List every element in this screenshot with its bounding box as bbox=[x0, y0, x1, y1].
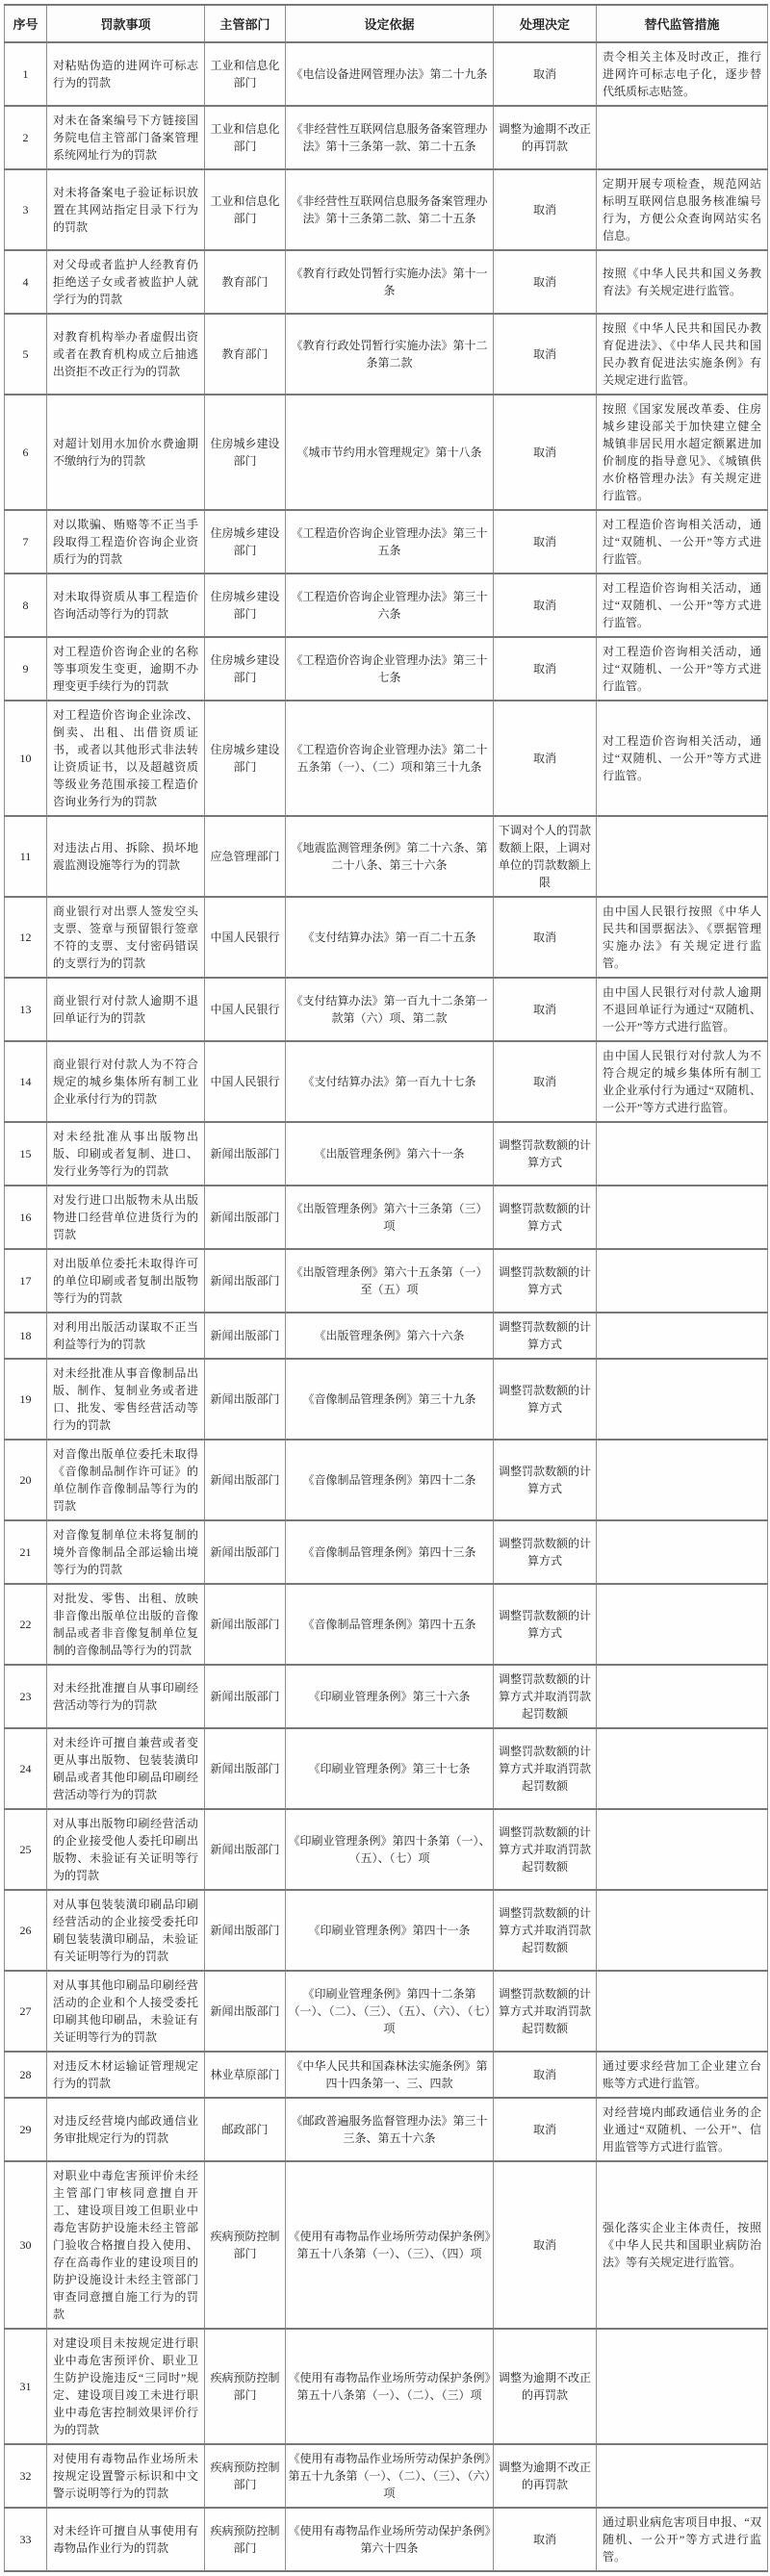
table-row bbox=[5, 42, 768, 106]
row-number-cell: 6 bbox=[5, 395, 47, 510]
basis-cell: 《音像制品管理条例》第三十九条 bbox=[286, 1359, 494, 1440]
table-row bbox=[5, 2052, 768, 2098]
fine-item-cell: 对使用有毒物品作业场所未按规定设置警示标识和中文警示说明等行为的罚款 bbox=[47, 2444, 205, 2508]
col-header-basis: 设定依据 bbox=[286, 5, 494, 42]
department-cell: 林业草原部门 bbox=[205, 2052, 286, 2098]
fine-item-cell: 对教育机构举办者虚假出资或者在教育机构成立后抽逃出资拒不改正行为的罚款 bbox=[47, 314, 205, 395]
table-row bbox=[5, 1122, 768, 1186]
measure-cell bbox=[597, 1665, 768, 1728]
table-row bbox=[5, 1584, 768, 1665]
department-cell: 教育部门 bbox=[205, 250, 286, 314]
table-row bbox=[5, 978, 768, 1041]
department-cell: 工业和信息化部门 bbox=[205, 106, 286, 169]
basis-cell: 《支付结算办法》第一百九十二条第一款第（六）项、第二款 bbox=[286, 978, 494, 1041]
table-row bbox=[5, 1186, 768, 1249]
row-number-cell: 12 bbox=[5, 897, 47, 978]
basis-cell: 《工程造价咨询企业管理办法》第二十五条第（一）、（二）项和第三十九条 bbox=[286, 701, 494, 816]
measure-cell bbox=[597, 1249, 768, 1313]
basis-cell: 《邮政普遍服务监督管理办法》第三十三条、第五十六条 bbox=[286, 2098, 494, 2161]
measure-cell: 通过职业病危害项目申报、“双随机、一公开”等方式进行监管。 bbox=[597, 2508, 768, 2571]
fine-item-cell: 商业银行对付款人为不符合规定的城乡集体所有制工业企业承付行为的罚款 bbox=[47, 1041, 205, 1122]
fine-item-cell: 对未经批准从事音像制品出版、制作、复制业务或者进口、批发、零售经营活动等行为的罚款 bbox=[47, 1359, 205, 1440]
basis-cell: 《工程造价咨询企业管理办法》第三十五条 bbox=[286, 510, 494, 574]
decision-cell: 取消 bbox=[494, 2052, 597, 2098]
measure-cell: 由中国人民银行对付款人为不符合规定的城乡集体所有制工业企业承付行为通过“双随机、一公开”等方式进行监管。 bbox=[597, 1041, 768, 1122]
fine-item-cell: 对以欺骗、贿赂等不正当手段取得工程造价咨询企业资质行为的罚款 bbox=[47, 510, 205, 574]
decision-cell: 调整罚款数额的计算方式并取消罚款起罚数额 bbox=[494, 1890, 597, 1971]
row-number-cell: 11 bbox=[5, 816, 47, 897]
measure-cell bbox=[597, 2329, 768, 2444]
basis-cell: 《使用有毒物品作业场所劳动保护条例》第五十九条第（一）、（二）、（三）、（六）项 bbox=[286, 2444, 494, 2508]
department-cell: 住房城乡建设部门 bbox=[205, 637, 286, 701]
department-cell: 疾病预防控制部门 bbox=[205, 2508, 286, 2571]
col-header-dept: 主管部门 bbox=[205, 5, 286, 42]
decision-cell: 取消 bbox=[494, 2508, 597, 2571]
decision-cell: 调整罚款数额的计算方式 bbox=[494, 1186, 597, 1249]
department-cell: 疾病预防控制部门 bbox=[205, 2444, 286, 2508]
department-cell: 新闻出版部门 bbox=[205, 1890, 286, 1971]
basis-cell: 《出版管理条例》第六十一条 bbox=[286, 1122, 494, 1186]
fine-item-cell: 对违法占用、拆除、损坏地震监测设施等行为的罚款 bbox=[47, 816, 205, 897]
measure-cell: 对经营境内邮政通信业务的企业通过“双随机、一公开”、信用监管等方式进行监管。 bbox=[597, 2098, 768, 2161]
basis-cell: 《音像制品管理条例》第四十二条 bbox=[286, 1440, 494, 1520]
decision-cell: 调整罚款数额的计算方式 bbox=[494, 1584, 597, 1665]
measure-cell: 由中国人民银行对付款人逾期不退回单证行为通过“双随机、一公开”等方式进行监管。 bbox=[597, 978, 768, 1041]
row-number-cell: 24 bbox=[5, 1728, 47, 1809]
decision-cell: 取消 bbox=[494, 897, 597, 978]
decision-cell: 取消 bbox=[494, 42, 597, 106]
basis-cell: 《非经营性互联网信息服务备案管理办法》第十三条第一款、第二十五条 bbox=[286, 106, 494, 169]
row-number-cell: 17 bbox=[5, 1249, 47, 1313]
department-cell: 新闻出版部门 bbox=[205, 1584, 286, 1665]
basis-cell: 《印刷业管理条例》第四十二条第（一）、（二）、（三）、（五）、（六）、（七）项 bbox=[286, 1971, 494, 2052]
decision-cell: 调整罚款数额的计算方式 bbox=[494, 1520, 597, 1584]
department-cell: 新闻出版部门 bbox=[205, 1186, 286, 1249]
fine-item-cell: 对未经许可擅自从事使用有毒物品作业行为的罚款 bbox=[47, 2508, 205, 2571]
row-number-cell: 7 bbox=[5, 510, 47, 574]
table-row bbox=[5, 2329, 768, 2444]
table-row bbox=[5, 250, 768, 314]
basis-cell: 《城市节约用水管理规定》第十八条 bbox=[286, 395, 494, 510]
basis-cell: 《音像制品管理条例》第四十五条 bbox=[286, 1584, 494, 1665]
row-number-cell: 16 bbox=[5, 1186, 47, 1249]
row-number-cell: 8 bbox=[5, 574, 47, 637]
department-cell: 新闻出版部门 bbox=[205, 1665, 286, 1728]
basis-cell: 《使用有毒物品作业场所劳动保护条例》第六十四条 bbox=[286, 2508, 494, 2571]
basis-cell: 《支付结算办法》第一百九十七条 bbox=[286, 1041, 494, 1122]
decision-cell: 取消 bbox=[494, 395, 597, 510]
department-cell: 新闻出版部门 bbox=[205, 1313, 286, 1359]
basis-cell: 《印刷业管理条例》第三十六条 bbox=[286, 1665, 494, 1728]
table-row bbox=[5, 701, 768, 816]
department-cell: 中国人民银行 bbox=[205, 1041, 286, 1122]
department-cell: 新闻出版部门 bbox=[205, 1249, 286, 1313]
decision-cell: 调整为逾期不改正的再罚款 bbox=[494, 106, 597, 169]
basis-cell: 《电信设备进网管理办法》第二十九条 bbox=[286, 42, 494, 106]
basis-cell: 《音像制品管理条例》第四十三条 bbox=[286, 1520, 494, 1584]
basis-cell: 《中华人民共和国森林法实施条例》第四十四条第一、三、四款 bbox=[286, 2052, 494, 2098]
decision-cell: 取消 bbox=[494, 978, 597, 1041]
fine-item-cell: 对工程造价咨询企业的名称等事项发生变更，逾期不办理变更手续行为的罚款 bbox=[47, 637, 205, 701]
row-number-cell: 3 bbox=[5, 169, 47, 250]
fine-item-cell: 商业银行对付款人逾期不退回单证行为的罚款 bbox=[47, 978, 205, 1041]
table-body bbox=[5, 42, 768, 2571]
measure-cell bbox=[597, 1122, 768, 1186]
basis-cell: 《使用有毒物品作业场所劳动保护条例》第五十八条第（一）、（三）、（四）项 bbox=[286, 2161, 494, 2329]
basis-cell: 《出版管理条例》第六十六条 bbox=[286, 1313, 494, 1359]
department-cell: 新闻出版部门 bbox=[205, 1520, 286, 1584]
fine-item-cell: 对未经许可擅自兼营或者变更从事出版物、包装装潢印刷品或者其他印刷品印刷经营活动等行为的罚款 bbox=[47, 1728, 205, 1809]
decision-cell: 取消 bbox=[494, 169, 597, 250]
fine-item-cell: 对违反木材运输证管理规定行为的罚款 bbox=[47, 2052, 205, 2098]
basis-cell: 《地震监测管理条例》第二十六条、第二十八条、第三十六条 bbox=[286, 816, 494, 897]
department-cell: 新闻出版部门 bbox=[205, 1728, 286, 1809]
table-row bbox=[5, 1728, 768, 1809]
table-row bbox=[5, 816, 768, 897]
decision-cell: 调整罚款数额的计算方式 bbox=[494, 1359, 597, 1440]
fine-item-cell: 对粘贴伪造的进网许可标志行为的罚款 bbox=[47, 42, 205, 106]
measure-cell: 按照《中华人民共和国义务教育法》有关规定进行监管。 bbox=[597, 250, 768, 314]
row-number-cell: 27 bbox=[5, 1971, 47, 2052]
measure-cell bbox=[597, 106, 768, 169]
row-number-cell: 20 bbox=[5, 1440, 47, 1520]
basis-cell: 《印刷业管理条例》第四十条第（一）、（五）、（七）项 bbox=[286, 1809, 494, 1890]
measure-cell bbox=[597, 1359, 768, 1440]
measure-cell: 对工程造价咨询相关活动，通过“双随机、一公开”等方式进行监管。 bbox=[597, 510, 768, 574]
row-number-cell: 29 bbox=[5, 2098, 47, 2161]
measure-cell bbox=[597, 1890, 768, 1971]
decision-cell: 取消 bbox=[494, 1041, 597, 1122]
measure-cell bbox=[597, 1520, 768, 1584]
table-row bbox=[5, 2508, 768, 2571]
fine-item-cell: 对批发、零售、出租、放映非音像出版单位出版的音像制品或者非音像复制单位复制的音像制品等行为的罚款 bbox=[47, 1584, 205, 1665]
row-number-cell: 13 bbox=[5, 978, 47, 1041]
decision-cell: 取消 bbox=[494, 2161, 597, 2329]
decision-cell: 调整罚款数额的计算方式并取消罚款起罚数额 bbox=[494, 1728, 597, 1809]
basis-cell: 《出版管理条例》第六十三条第（三）项 bbox=[286, 1186, 494, 1249]
department-cell: 住房城乡建设部门 bbox=[205, 574, 286, 637]
fine-item-cell: 对超计划用水加价水费逾期不缴纳行为的罚款 bbox=[47, 395, 205, 510]
fine-item-cell: 对音像复制单位未将复制的境外音像制品全部运输出境等行为的罚款 bbox=[47, 1520, 205, 1584]
table-row bbox=[5, 1249, 768, 1313]
fine-item-cell: 对建设项目未按规定进行职业中毒危害预评价、职业卫生防护设施违反“三同时”规定、建设项目竣工未进行职业中毒危害控制效果评价行为的罚款 bbox=[47, 2329, 205, 2444]
table-row bbox=[5, 1809, 768, 1890]
measure-cell bbox=[597, 1186, 768, 1249]
col-header-measure: 替代监管措施 bbox=[597, 5, 768, 42]
department-cell: 新闻出版部门 bbox=[205, 1440, 286, 1520]
decision-cell: 取消 bbox=[494, 2098, 597, 2161]
department-cell: 新闻出版部门 bbox=[205, 1809, 286, 1890]
row-number-cell: 25 bbox=[5, 1809, 47, 1890]
row-number-cell: 10 bbox=[5, 701, 47, 816]
row-number-cell: 4 bbox=[5, 250, 47, 314]
basis-cell: 《教育行政处罚暂行实施办法》第十一条 bbox=[286, 250, 494, 314]
table-row bbox=[5, 1971, 768, 2052]
decision-cell: 取消 bbox=[494, 250, 597, 314]
basis-cell: 《支付结算办法》第一百二十五条 bbox=[286, 897, 494, 978]
decision-cell: 取消 bbox=[494, 314, 597, 395]
basis-cell: 《非经营性互联网信息服务备案管理办法》第十三条第二款、第二十五条 bbox=[286, 169, 494, 250]
table-row bbox=[5, 897, 768, 978]
measure-cell: 强化落实企业主体责任，按照《中华人民共和国职业病防治法》等有关规定进行监管。 bbox=[597, 2161, 768, 2329]
measure-cell bbox=[597, 1809, 768, 1890]
row-number-cell: 14 bbox=[5, 1041, 47, 1122]
basis-cell: 《工程造价咨询企业管理办法》第三十七条 bbox=[286, 637, 494, 701]
row-number-cell: 9 bbox=[5, 637, 47, 701]
basis-cell: 《使用有毒物品作业场所劳动保护条例》第五十八条第（一）、（二）、（三）项 bbox=[286, 2329, 494, 2444]
table-row bbox=[5, 314, 768, 395]
fine-item-cell: 对未取得资质从事工程造价咨询活动等行为的罚款 bbox=[47, 574, 205, 637]
department-cell: 住房城乡建设部门 bbox=[205, 701, 286, 816]
fine-item-cell: 对音像出版单位委托未取得《音像制品制作许可证》的单位制作音像制品等行为的罚款 bbox=[47, 1440, 205, 1520]
department-cell: 住房城乡建设部门 bbox=[205, 510, 286, 574]
row-number-cell: 15 bbox=[5, 1122, 47, 1186]
measure-cell bbox=[597, 1728, 768, 1809]
measure-cell: 对工程造价咨询相关活动，通过“双随机、一公开”等方式进行监管。 bbox=[597, 574, 768, 637]
measure-cell bbox=[597, 1440, 768, 1520]
decision-cell: 调整罚款数额的计算方式并取消罚款起罚数额 bbox=[494, 1809, 597, 1890]
row-number-cell: 31 bbox=[5, 2329, 47, 2444]
decision-cell: 调整罚款数额的计算方式 bbox=[494, 1440, 597, 1520]
department-cell: 中国人民银行 bbox=[205, 897, 286, 978]
measure-cell: 按照《国家发展改革委、住房城乡建设部关于加快建立健全城镇非居民用水超定额累进加价制度的指导意见》、《城镇供水价格管理办法》有关规定进行监管。 bbox=[597, 395, 768, 510]
measure-cell: 按照《中华人民共和国民办教育促进法》、《中华人民共和国民办教育促进法实施条例》有关规定进行监管。 bbox=[597, 314, 768, 395]
col-header-item: 罚款事项 bbox=[47, 5, 205, 42]
table-row bbox=[5, 1440, 768, 1520]
fine-item-cell: 对未经批准擅自从事印刷经营活动等行为的罚款 bbox=[47, 1665, 205, 1728]
decision-cell: 取消 bbox=[494, 637, 597, 701]
measure-cell: 由中国人民银行按照《中华人民共和国票据法》、《票据管理实施办法》有关规定进行监管。 bbox=[597, 897, 768, 978]
table-row bbox=[5, 1041, 768, 1122]
decision-cell: 调整罚款数额的计算方式并取消罚款起罚数额 bbox=[494, 1971, 597, 2052]
table-row bbox=[5, 1665, 768, 1728]
decision-cell: 调整罚款数额的计算方式 bbox=[494, 1122, 597, 1186]
decision-cell: 取消 bbox=[494, 510, 597, 574]
measure-cell bbox=[597, 816, 768, 897]
table-row bbox=[5, 510, 768, 574]
table-row bbox=[5, 637, 768, 701]
fine-item-cell: 对违反经营境内邮政通信业务审批规定行为的罚款 bbox=[47, 2098, 205, 2161]
basis-cell: 《教育行政处罚暂行实施办法》第十二条第二款 bbox=[286, 314, 494, 395]
department-cell: 住房城乡建设部门 bbox=[205, 395, 286, 510]
department-cell: 教育部门 bbox=[205, 314, 286, 395]
row-number-cell: 2 bbox=[5, 106, 47, 169]
fine-item-cell: 对未将备案电子验证标识放置在其网站指定目录下行为的罚款 bbox=[47, 169, 205, 250]
measure-cell: 责令相关主体及时改正，推行进网许可标志电子化，逐步替代纸质标志贴签。 bbox=[597, 42, 768, 106]
table-row bbox=[5, 1890, 768, 1971]
table-row bbox=[5, 574, 768, 637]
col-header-no: 序号 bbox=[5, 5, 47, 42]
row-number-cell: 30 bbox=[5, 2161, 47, 2329]
basis-cell: 《印刷业管理条例》第四十一条 bbox=[286, 1890, 494, 1971]
row-number-cell: 1 bbox=[5, 42, 47, 106]
department-cell: 工业和信息化部门 bbox=[205, 42, 286, 106]
department-cell: 新闻出版部门 bbox=[205, 1359, 286, 1440]
table-row bbox=[5, 169, 768, 250]
table-row bbox=[5, 1520, 768, 1584]
measure-cell bbox=[597, 1971, 768, 2052]
decision-cell: 下调对个人的罚款数额上限，上调对单位的罚款数额上限 bbox=[494, 816, 597, 897]
measure-cell: 定期开展专项检查，规范网站标明互联网信息服务核准编号行为，方便公众查询网站实名信息。 bbox=[597, 169, 768, 250]
fine-items-table bbox=[4, 4, 768, 2572]
row-number-cell: 22 bbox=[5, 1584, 47, 1665]
row-number-cell: 21 bbox=[5, 1520, 47, 1584]
table-header bbox=[5, 5, 768, 42]
department-cell: 应急管理部门 bbox=[205, 816, 286, 897]
row-number-cell: 18 bbox=[5, 1313, 47, 1359]
measure-cell bbox=[597, 1313, 768, 1359]
decision-cell: 调整为逾期不改正的再罚款 bbox=[494, 2329, 597, 2444]
row-number-cell: 33 bbox=[5, 2508, 47, 2571]
basis-cell: 《工程造价咨询企业管理办法》第三十六条 bbox=[286, 574, 494, 637]
decision-cell: 调整罚款数额的计算方式 bbox=[494, 1313, 597, 1359]
fine-item-cell: 商业银行对出票人签发空头支票、签章与预留银行签章不符的支票、支付密码错误的支票行为的罚款 bbox=[47, 897, 205, 978]
measure-cell: 通过要求经营加工企业建立台账等方式进行监管。 bbox=[597, 2052, 768, 2098]
department-cell: 工业和信息化部门 bbox=[205, 169, 286, 250]
basis-cell: 《出版管理条例》第六十五条第（一）至（五）项 bbox=[286, 1249, 494, 1313]
fine-item-cell: 对未在备案编号下方链接国务院电信主管部门备案管理系统网址行为的罚款 bbox=[47, 106, 205, 169]
table-row bbox=[5, 106, 768, 169]
basis-cell: 《印刷业管理条例》第三十七条 bbox=[286, 1728, 494, 1809]
measure-cell: 对工程造价咨询相关活动，通过“双随机、一公开”等方式进行监管。 bbox=[597, 701, 768, 816]
row-number-cell: 26 bbox=[5, 1890, 47, 1971]
decision-cell: 调整罚款数额的计算方式 bbox=[494, 1249, 597, 1313]
fine-item-cell: 对工程造价咨询企业涂改、倒卖、出租、出借资质证书，或者以其他形式非法转让资质证书，以及超越资质等级业务范围承接工程造价咨询业务行为的罚款 bbox=[47, 701, 205, 816]
measure-cell bbox=[597, 1584, 768, 1665]
table-row bbox=[5, 2098, 768, 2161]
row-number-cell: 28 bbox=[5, 2052, 47, 2098]
department-cell: 中国人民银行 bbox=[205, 978, 286, 1041]
row-number-cell: 23 bbox=[5, 1665, 47, 1728]
table-row bbox=[5, 1359, 768, 1440]
table-row bbox=[5, 1313, 768, 1359]
fine-item-cell: 对父母或者监护人经教育仍拒绝送子女或者被监护人就学行为的罚款 bbox=[47, 250, 205, 314]
row-number-cell: 19 bbox=[5, 1359, 47, 1440]
fine-item-cell: 对职业中毒危害预评价未经主管部门审核同意擅自开工、建设项目竣工但职业中毒危害防护设施未经主管部门验收合格擅自投入使用、存在高毒作业的建设项目的防护设施设计未经主管部门审查同意擅自施工行为的罚款 bbox=[47, 2161, 205, 2329]
department-cell: 疾病预防控制部门 bbox=[205, 2329, 286, 2444]
fine-item-cell: 对出版单位委托未取得许可的单位印刷或者复制出版物等行为的罚款 bbox=[47, 1249, 205, 1313]
fine-item-cell: 对从事包装装潢印刷品印刷经营活动的企业接受委托印刷包装装潢印刷品，未验证有关证明等行为的罚款 bbox=[47, 1890, 205, 1971]
measure-cell bbox=[597, 2444, 768, 2508]
table-row bbox=[5, 395, 768, 510]
fine-item-cell: 对发行进口出版物未从出版物进口经营单位进货行为的罚款 bbox=[47, 1186, 205, 1249]
department-cell: 新闻出版部门 bbox=[205, 1122, 286, 1186]
row-number-cell: 5 bbox=[5, 314, 47, 395]
decision-cell: 调整为逾期不改正的再罚款 bbox=[494, 2444, 597, 2508]
decision-cell: 取消 bbox=[494, 574, 597, 637]
department-cell: 疾病预防控制部门 bbox=[205, 2161, 286, 2329]
table-row bbox=[5, 2444, 768, 2508]
measure-cell: 对工程造价咨询相关活动，通过“双随机、一公开”等方式进行监管。 bbox=[597, 637, 768, 701]
header-row bbox=[5, 5, 768, 42]
table-row bbox=[5, 2161, 768, 2329]
department-cell: 邮政部门 bbox=[205, 2098, 286, 2161]
fine-item-cell: 对从事其他印刷品印刷经营活动的企业和个人接受委托印刷其他印刷品，未验证有关证明等行为的罚款 bbox=[47, 1971, 205, 2052]
decision-cell: 调整罚款数额的计算方式并取消罚款起罚数额 bbox=[494, 1665, 597, 1728]
fine-item-cell: 对未经批准从事出版物出版、印刷或者复制、进口、发行业务等行为的罚款 bbox=[47, 1122, 205, 1186]
decision-cell: 取消 bbox=[494, 701, 597, 816]
fine-item-cell: 对利用出版活动谋取不正当利益等行为的罚款 bbox=[47, 1313, 205, 1359]
col-header-decision: 处理决定 bbox=[494, 5, 597, 42]
department-cell: 新闻出版部门 bbox=[205, 1971, 286, 2052]
fine-item-cell: 对从事出版物印刷经营活动的企业接受他人委托印刷出版物、未验证有关证明等行为的罚款 bbox=[47, 1809, 205, 1890]
row-number-cell: 32 bbox=[5, 2444, 47, 2508]
